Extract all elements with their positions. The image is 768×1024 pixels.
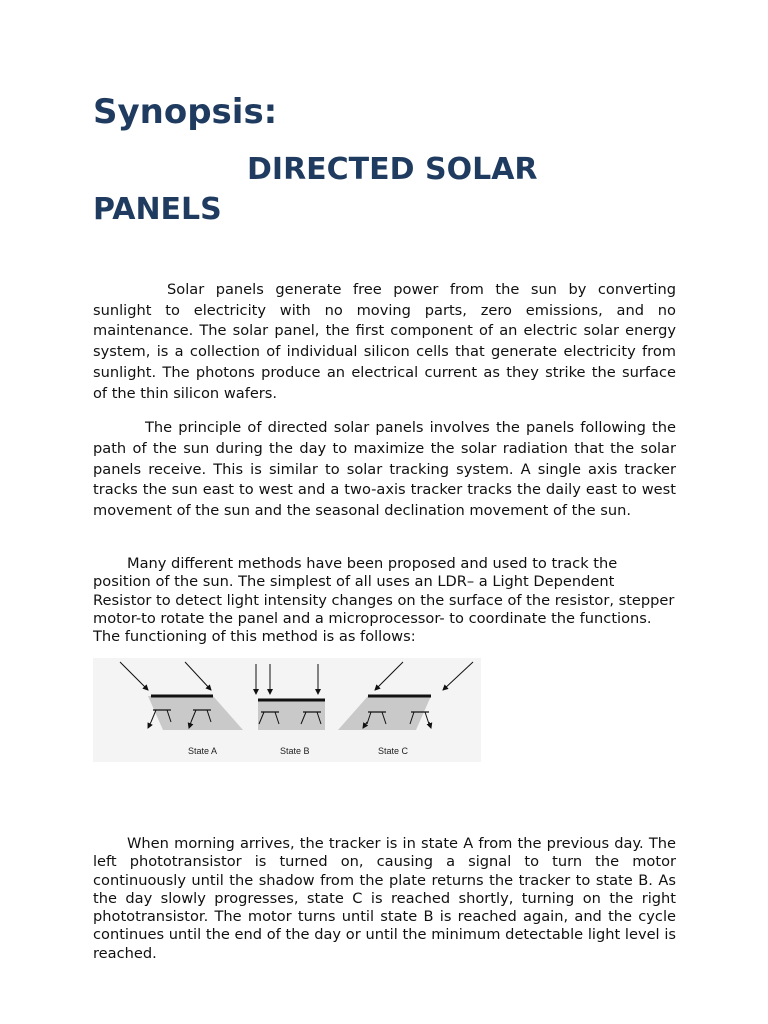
state-c-label: State C [378, 746, 409, 756]
state-b-label: State B [280, 746, 310, 756]
synopsis-heading: Synopsis: [93, 92, 278, 132]
title-line-2: PANELS [93, 192, 222, 227]
tracker-states-diagram [93, 658, 481, 762]
paragraph-intro: Solar panels generate free power from the sun by converting sunlight to electricity with no moving parts, zero emissions, and no maintenance. The solar panel, the first component of an electric solar energy system, is a collection of individual silicon cells that generate electricity from sunlight. The photons produce an electrical current as they strike the surface of the thin silicon wafers. [93, 281, 676, 402]
document-title [93, 150, 676, 230]
title-line-1: DIRECTED SOLAR [247, 152, 538, 187]
paragraph-methods: Many different methods have been proposed and used to track the position of the sun. The simplest of all uses an LDR– a Light Dependent Resistor to detect light intensity changes on the surface of the resistor, stepper motor-to rotate the panel and a microprocessor- to coordinate the functions. The functioning of this method is as follows: [93, 555, 675, 646]
paragraph-principle: The principle of directed solar panels involves the panels following the path of the sun during the day to maximize the solar radiation that the solar panels receive. This is similar to solar tracking system. A single axis tracker tracks the sun east to west and a two-axis tracker tracks the daily east to west movement of the sun and the seasonal declination movement of the sun. [93, 419, 676, 520]
state-a-label: State A [188, 746, 218, 756]
paragraph-operation: When morning arrives, the tracker is in state A from the previous day. The left phototransistor is turned on, causing a signal to turn the motor continuously until the shadow from the plate returns the tracker to state B. As the day slowly progresses, state C is reached shortly, turning on the right phototransistor. The motor turns until state B is reached again, and the cycle continues until the end of the day or until the minimum detectable light level is reached. [93, 835, 676, 962]
